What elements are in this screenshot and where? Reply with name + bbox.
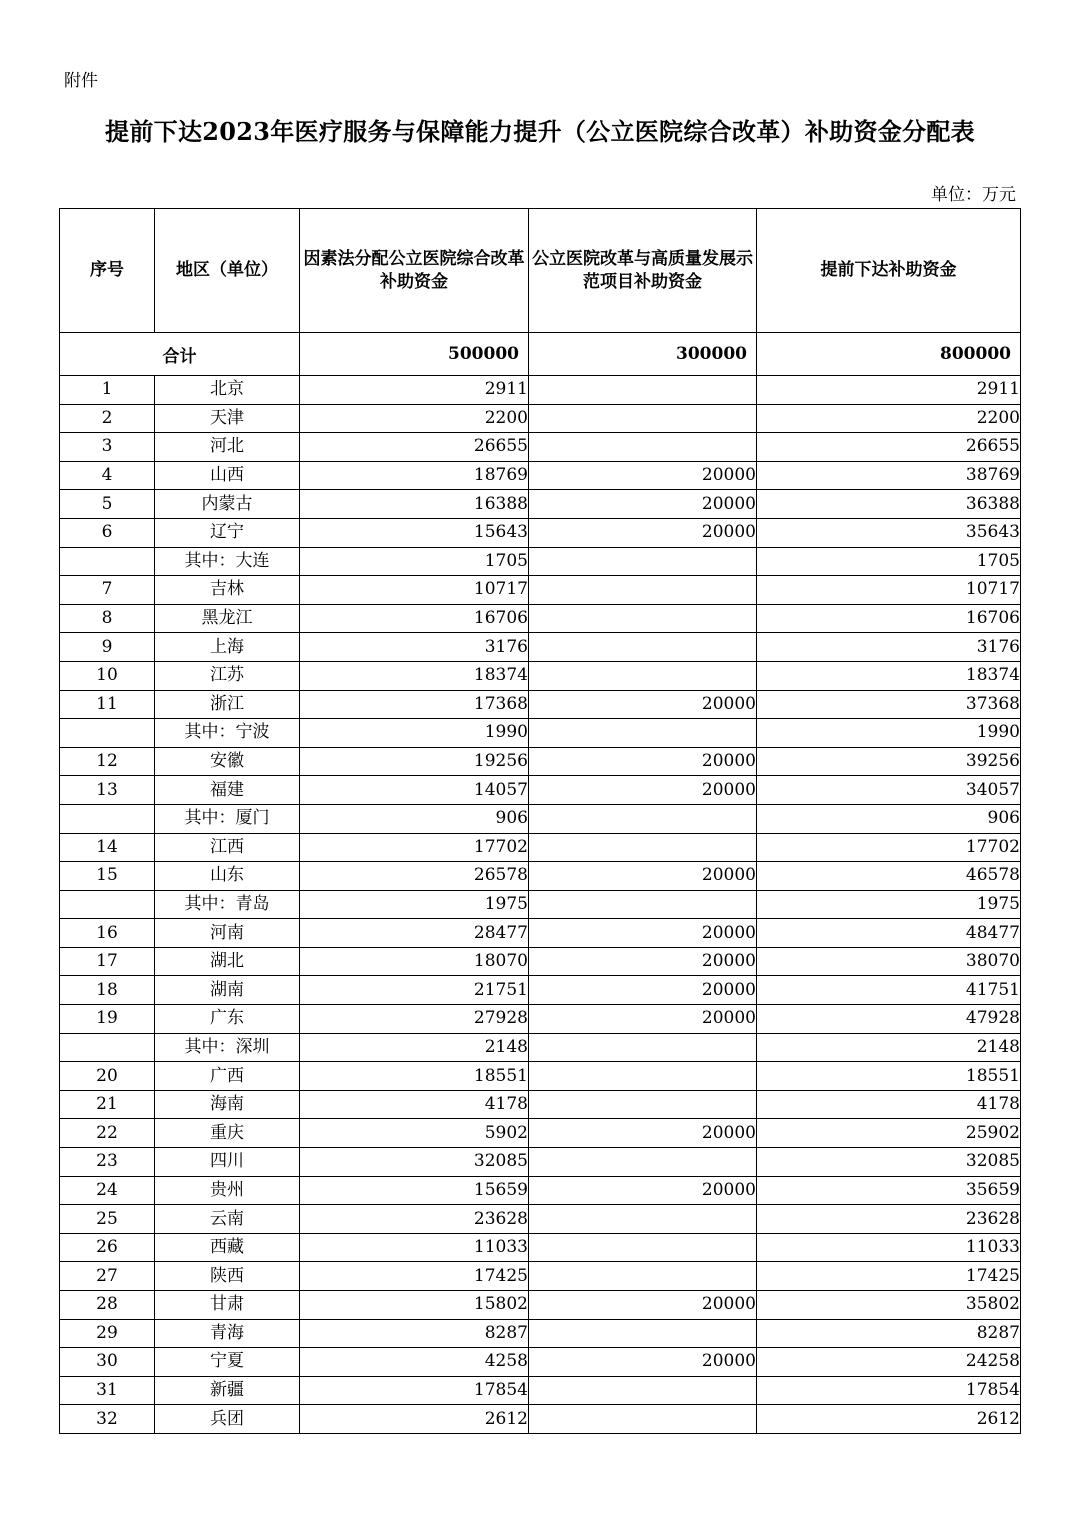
cell-seq: 10 bbox=[60, 661, 155, 690]
cell-total: 2911 bbox=[757, 376, 1021, 405]
cell-region: 其中：宁波 bbox=[155, 719, 300, 748]
cell-total: 1705 bbox=[757, 547, 1021, 576]
cell-factor: 3176 bbox=[300, 633, 529, 662]
cell-region: 河南 bbox=[155, 919, 300, 948]
cell-total: 48477 bbox=[757, 919, 1021, 948]
cell-seq bbox=[60, 1033, 155, 1062]
cell-seq: 27 bbox=[60, 1262, 155, 1291]
cell-factor: 16706 bbox=[300, 604, 529, 633]
cell-factor: 17702 bbox=[300, 833, 529, 862]
cell-region: 陕西 bbox=[155, 1262, 300, 1291]
cell-total: 24258 bbox=[757, 1348, 1021, 1377]
cell-total: 17854 bbox=[757, 1376, 1021, 1405]
cell-demo bbox=[529, 833, 757, 862]
cell-seq: 16 bbox=[60, 919, 155, 948]
cell-seq: 12 bbox=[60, 747, 155, 776]
cell-region: 河北 bbox=[155, 433, 300, 462]
cell-seq: 5 bbox=[60, 490, 155, 519]
cell-seq: 7 bbox=[60, 576, 155, 605]
table-row bbox=[60, 461, 1021, 490]
cell-seq: 32 bbox=[60, 1405, 155, 1434]
cell-total: 38769 bbox=[757, 461, 1021, 490]
cell-demo bbox=[529, 1233, 757, 1262]
cell-demo bbox=[529, 1319, 757, 1348]
cell-region: 浙江 bbox=[155, 690, 300, 719]
cell-demo bbox=[529, 433, 757, 462]
unit-label: 单位：万元 bbox=[931, 185, 1016, 205]
cell-factor: 15802 bbox=[300, 1291, 529, 1320]
cell-region: 甘肃 bbox=[155, 1291, 300, 1320]
cell-demo bbox=[529, 547, 757, 576]
table-row bbox=[60, 1291, 1021, 1320]
cell-region: 新疆 bbox=[155, 1376, 300, 1405]
cell-total: 26655 bbox=[757, 433, 1021, 462]
cell-total: 23628 bbox=[757, 1205, 1021, 1234]
cell-demo: 20000 bbox=[529, 1348, 757, 1377]
table-row bbox=[60, 490, 1021, 519]
table-row bbox=[60, 719, 1021, 748]
cell-total: 32085 bbox=[757, 1148, 1021, 1177]
cell-total: 10717 bbox=[757, 576, 1021, 605]
table-row bbox=[60, 1376, 1021, 1405]
cell-demo: 20000 bbox=[529, 690, 757, 719]
cell-factor: 32085 bbox=[300, 1148, 529, 1177]
cell-total: 39256 bbox=[757, 747, 1021, 776]
cell-region: 北京 bbox=[155, 376, 300, 405]
cell-region: 宁夏 bbox=[155, 1348, 300, 1377]
cell-seq: 23 bbox=[60, 1148, 155, 1177]
cell-factor: 10717 bbox=[300, 576, 529, 605]
table-row bbox=[60, 547, 1021, 576]
table-row bbox=[60, 1319, 1021, 1348]
cell-region: 广东 bbox=[155, 1005, 300, 1034]
cell-factor: 17368 bbox=[300, 690, 529, 719]
table-row bbox=[60, 804, 1021, 833]
cell-total: 47928 bbox=[757, 1005, 1021, 1034]
cell-total: 8287 bbox=[757, 1319, 1021, 1348]
table-row bbox=[60, 518, 1021, 547]
cell-region: 贵州 bbox=[155, 1176, 300, 1205]
cell-seq: 29 bbox=[60, 1319, 155, 1348]
cell-seq: 11 bbox=[60, 690, 155, 719]
cell-seq: 18 bbox=[60, 976, 155, 1005]
cell-factor: 11033 bbox=[300, 1233, 529, 1262]
table-row bbox=[60, 433, 1021, 462]
table-row bbox=[60, 776, 1021, 805]
table-row bbox=[60, 862, 1021, 891]
table-row bbox=[60, 1262, 1021, 1291]
cell-seq: 13 bbox=[60, 776, 155, 805]
cell-region: 云南 bbox=[155, 1205, 300, 1234]
cell-factor: 4178 bbox=[300, 1090, 529, 1119]
cell-factor: 19256 bbox=[300, 747, 529, 776]
cell-seq: 21 bbox=[60, 1090, 155, 1119]
cell-seq: 3 bbox=[60, 433, 155, 462]
cell-seq: 28 bbox=[60, 1291, 155, 1320]
table-header-row bbox=[60, 209, 1021, 333]
table-row bbox=[60, 1348, 1021, 1377]
cell-region: 山西 bbox=[155, 461, 300, 490]
cell-factor: 906 bbox=[300, 804, 529, 833]
cell-seq: 17 bbox=[60, 947, 155, 976]
cell-seq: 6 bbox=[60, 518, 155, 547]
table-row bbox=[60, 633, 1021, 662]
table-row bbox=[60, 1233, 1021, 1262]
document-title: 提前下达2023年医疗服务与保障能力提升（公立医院综合改革）补助资金分配表 bbox=[105, 117, 975, 146]
cell-region: 辽宁 bbox=[155, 518, 300, 547]
cell-region: 江西 bbox=[155, 833, 300, 862]
cell-total: 2148 bbox=[757, 1033, 1021, 1062]
cell-total: 2200 bbox=[757, 404, 1021, 433]
allocation-table bbox=[59, 208, 1021, 1434]
table-row bbox=[60, 1148, 1021, 1177]
cell-total: 35659 bbox=[757, 1176, 1021, 1205]
cell-region: 福建 bbox=[155, 776, 300, 805]
table-body bbox=[60, 376, 1021, 1434]
cell-demo bbox=[529, 404, 757, 433]
cell-total: 37368 bbox=[757, 690, 1021, 719]
table-row bbox=[60, 1090, 1021, 1119]
cell-demo: 20000 bbox=[529, 747, 757, 776]
table-row bbox=[60, 1205, 1021, 1234]
cell-total: 36388 bbox=[757, 490, 1021, 519]
cell-factor: 17425 bbox=[300, 1262, 529, 1291]
cell-total: 906 bbox=[757, 804, 1021, 833]
cell-seq bbox=[60, 890, 155, 919]
cell-seq: 31 bbox=[60, 1376, 155, 1405]
cell-factor: 15659 bbox=[300, 1176, 529, 1205]
cell-total: 25902 bbox=[757, 1119, 1021, 1148]
cell-region: 兵团 bbox=[155, 1405, 300, 1434]
cell-total: 16706 bbox=[757, 604, 1021, 633]
cell-factor: 16388 bbox=[300, 490, 529, 519]
cell-factor: 26578 bbox=[300, 862, 529, 891]
cell-demo bbox=[529, 1205, 757, 1234]
header-factor-funds: 因素法分配公立医院综合改革补助资金 bbox=[300, 209, 529, 333]
cell-factor: 18769 bbox=[300, 461, 529, 490]
cell-region: 海南 bbox=[155, 1090, 300, 1119]
cell-demo: 20000 bbox=[529, 1291, 757, 1320]
cell-factor: 4258 bbox=[300, 1348, 529, 1377]
cell-total: 41751 bbox=[757, 976, 1021, 1005]
cell-factor: 5902 bbox=[300, 1119, 529, 1148]
header-region: 地区（单位） bbox=[155, 209, 300, 333]
table-row bbox=[60, 604, 1021, 633]
cell-factor: 2911 bbox=[300, 376, 529, 405]
cell-seq: 25 bbox=[60, 1205, 155, 1234]
cell-demo bbox=[529, 1376, 757, 1405]
table-row bbox=[60, 376, 1021, 405]
cell-region: 四川 bbox=[155, 1148, 300, 1177]
cell-total: 1975 bbox=[757, 890, 1021, 919]
table-row bbox=[60, 919, 1021, 948]
cell-demo bbox=[529, 1090, 757, 1119]
cell-demo: 20000 bbox=[529, 1119, 757, 1148]
cell-factor: 18551 bbox=[300, 1062, 529, 1091]
cell-factor: 21751 bbox=[300, 976, 529, 1005]
total-label: 合计 bbox=[60, 333, 300, 376]
cell-region: 安徽 bbox=[155, 747, 300, 776]
table-row bbox=[60, 1119, 1021, 1148]
cell-factor: 26655 bbox=[300, 433, 529, 462]
cell-demo bbox=[529, 1405, 757, 1434]
cell-region: 湖南 bbox=[155, 976, 300, 1005]
table-row bbox=[60, 1005, 1021, 1034]
cell-factor: 1705 bbox=[300, 547, 529, 576]
cell-seq: 19 bbox=[60, 1005, 155, 1034]
cell-demo: 20000 bbox=[529, 919, 757, 948]
cell-total: 4178 bbox=[757, 1090, 1021, 1119]
cell-total: 17425 bbox=[757, 1262, 1021, 1291]
cell-seq: 2 bbox=[60, 404, 155, 433]
cell-demo: 20000 bbox=[529, 862, 757, 891]
cell-factor: 18374 bbox=[300, 661, 529, 690]
cell-region: 湖北 bbox=[155, 947, 300, 976]
cell-region: 其中：大连 bbox=[155, 547, 300, 576]
cell-total: 46578 bbox=[757, 862, 1021, 891]
table-row bbox=[60, 576, 1021, 605]
cell-region: 天津 bbox=[155, 404, 300, 433]
cell-region: 其中：深圳 bbox=[155, 1033, 300, 1062]
cell-factor: 1975 bbox=[300, 890, 529, 919]
cell-demo bbox=[529, 890, 757, 919]
table-row bbox=[60, 1062, 1021, 1091]
cell-seq: 9 bbox=[60, 633, 155, 662]
cell-region: 黑龙江 bbox=[155, 604, 300, 633]
table-row bbox=[60, 747, 1021, 776]
cell-seq: 22 bbox=[60, 1119, 155, 1148]
cell-region: 吉林 bbox=[155, 576, 300, 605]
cell-region: 其中：厦门 bbox=[155, 804, 300, 833]
total-row bbox=[60, 333, 1021, 376]
cell-demo: 20000 bbox=[529, 461, 757, 490]
cell-factor: 15643 bbox=[300, 518, 529, 547]
cell-demo bbox=[529, 1262, 757, 1291]
cell-total: 3176 bbox=[757, 633, 1021, 662]
table-row bbox=[60, 1176, 1021, 1205]
cell-demo: 20000 bbox=[529, 1176, 757, 1205]
cell-demo: 20000 bbox=[529, 947, 757, 976]
cell-demo bbox=[529, 804, 757, 833]
cell-factor: 2148 bbox=[300, 1033, 529, 1062]
attachment-label: 附件 bbox=[64, 71, 98, 91]
cell-demo: 20000 bbox=[529, 490, 757, 519]
cell-total: 35643 bbox=[757, 518, 1021, 547]
cell-total: 2612 bbox=[757, 1405, 1021, 1434]
cell-total: 17702 bbox=[757, 833, 1021, 862]
total-factor: 500000 bbox=[300, 333, 529, 376]
cell-region: 江苏 bbox=[155, 661, 300, 690]
cell-factor: 2200 bbox=[300, 404, 529, 433]
table-row bbox=[60, 833, 1021, 862]
cell-total: 18374 bbox=[757, 661, 1021, 690]
cell-seq: 30 bbox=[60, 1348, 155, 1377]
cell-factor: 23628 bbox=[300, 1205, 529, 1234]
table-row bbox=[60, 1033, 1021, 1062]
cell-total: 1990 bbox=[757, 719, 1021, 748]
cell-demo bbox=[529, 604, 757, 633]
table-row bbox=[60, 404, 1021, 433]
cell-total: 18551 bbox=[757, 1062, 1021, 1091]
cell-seq: 26 bbox=[60, 1233, 155, 1262]
cell-region: 青海 bbox=[155, 1319, 300, 1348]
cell-seq: 14 bbox=[60, 833, 155, 862]
table-row bbox=[60, 890, 1021, 919]
cell-factor: 1990 bbox=[300, 719, 529, 748]
cell-total: 35802 bbox=[757, 1291, 1021, 1320]
cell-demo bbox=[529, 1062, 757, 1091]
table-row bbox=[60, 947, 1021, 976]
cell-seq: 20 bbox=[60, 1062, 155, 1091]
cell-factor: 27928 bbox=[300, 1005, 529, 1034]
cell-total: 11033 bbox=[757, 1233, 1021, 1262]
header-seq: 序号 bbox=[60, 209, 155, 333]
header-demo-funds: 公立医院改革与高质量发展示范项目补助资金 bbox=[529, 209, 757, 333]
cell-factor: 2612 bbox=[300, 1405, 529, 1434]
cell-region: 重庆 bbox=[155, 1119, 300, 1148]
cell-demo bbox=[529, 376, 757, 405]
header-total-funds: 提前下达补助资金 bbox=[757, 209, 1021, 333]
cell-demo bbox=[529, 1033, 757, 1062]
cell-factor: 14057 bbox=[300, 776, 529, 805]
cell-seq: 1 bbox=[60, 376, 155, 405]
cell-demo bbox=[529, 1148, 757, 1177]
cell-region: 上海 bbox=[155, 633, 300, 662]
cell-demo bbox=[529, 576, 757, 605]
cell-region: 西藏 bbox=[155, 1233, 300, 1262]
total-demo: 300000 bbox=[529, 333, 757, 376]
cell-factor: 28477 bbox=[300, 919, 529, 948]
cell-demo bbox=[529, 633, 757, 662]
cell-factor: 8287 bbox=[300, 1319, 529, 1348]
cell-region: 内蒙古 bbox=[155, 490, 300, 519]
cell-total: 34057 bbox=[757, 776, 1021, 805]
cell-region: 广西 bbox=[155, 1062, 300, 1091]
cell-seq: 15 bbox=[60, 862, 155, 891]
cell-demo: 20000 bbox=[529, 1005, 757, 1034]
cell-seq: 4 bbox=[60, 461, 155, 490]
total-sum: 800000 bbox=[757, 333, 1021, 376]
table-row bbox=[60, 661, 1021, 690]
cell-region: 其中：青岛 bbox=[155, 890, 300, 919]
cell-demo: 20000 bbox=[529, 518, 757, 547]
cell-demo bbox=[529, 719, 757, 748]
cell-seq bbox=[60, 547, 155, 576]
cell-demo: 20000 bbox=[529, 976, 757, 1005]
table-row bbox=[60, 1405, 1021, 1434]
cell-seq bbox=[60, 719, 155, 748]
cell-seq: 8 bbox=[60, 604, 155, 633]
cell-seq bbox=[60, 804, 155, 833]
cell-factor: 18070 bbox=[300, 947, 529, 976]
table-row bbox=[60, 976, 1021, 1005]
cell-region: 山东 bbox=[155, 862, 300, 891]
cell-factor: 17854 bbox=[300, 1376, 529, 1405]
cell-demo bbox=[529, 661, 757, 690]
cell-demo: 20000 bbox=[529, 776, 757, 805]
cell-seq: 24 bbox=[60, 1176, 155, 1205]
cell-total: 38070 bbox=[757, 947, 1021, 976]
table-row bbox=[60, 690, 1021, 719]
